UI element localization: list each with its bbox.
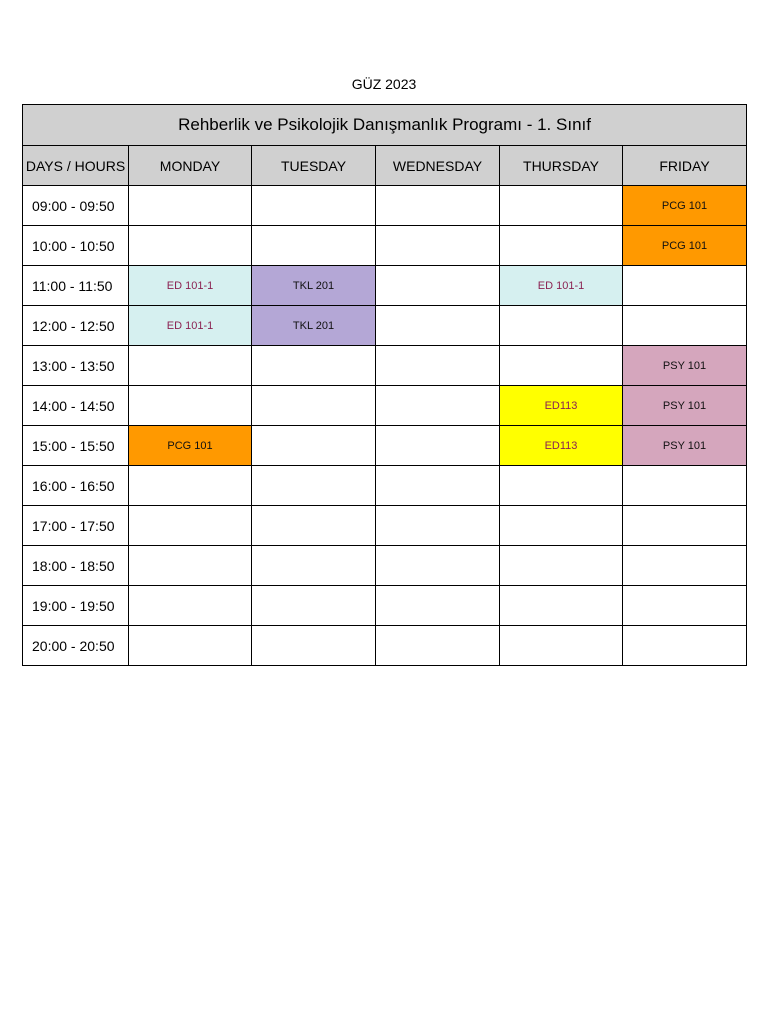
empty-slot-thursday bbox=[500, 306, 623, 346]
title-row bbox=[23, 105, 747, 146]
empty-slot-wednesday bbox=[376, 586, 500, 626]
days-hours-header: DAYS / HOURS bbox=[23, 146, 129, 186]
time-slot-row bbox=[23, 626, 747, 666]
time-label: 09:00 - 09:50 bbox=[23, 186, 129, 226]
day-header-tuesday: TUESDAY bbox=[252, 146, 376, 186]
semester-label: GÜZ 2023 bbox=[351, 76, 417, 92]
time-slot-row bbox=[23, 386, 747, 426]
time-label: 12:00 - 12:50 bbox=[23, 306, 129, 346]
empty-slot-monday bbox=[129, 546, 252, 586]
empty-slot-monday bbox=[129, 346, 252, 386]
empty-slot-tuesday bbox=[252, 626, 376, 666]
empty-slot-wednesday bbox=[376, 186, 500, 226]
empty-slot-friday bbox=[623, 466, 747, 506]
empty-slot-monday bbox=[129, 466, 252, 506]
time-label: 13:00 - 13:50 bbox=[23, 346, 129, 386]
empty-slot-wednesday bbox=[376, 506, 500, 546]
course-cell-thursday: ED113 bbox=[500, 426, 623, 466]
schedule-table bbox=[22, 104, 747, 666]
course-cell-tuesday: TKL 201 bbox=[252, 306, 376, 346]
course-cell-friday: PCG 101 bbox=[623, 226, 747, 266]
header-row bbox=[23, 146, 747, 186]
time-label: 10:00 - 10:50 bbox=[23, 226, 129, 266]
empty-slot-friday bbox=[623, 506, 747, 546]
time-slot-row bbox=[23, 346, 747, 386]
empty-slot-friday bbox=[623, 586, 747, 626]
day-header-thursday: THURSDAY bbox=[500, 146, 623, 186]
empty-slot-monday bbox=[129, 626, 252, 666]
course-cell-monday: ED 101-1 bbox=[129, 266, 252, 306]
time-label: 19:00 - 19:50 bbox=[23, 586, 129, 626]
time-slot-row bbox=[23, 506, 747, 546]
empty-slot-tuesday bbox=[252, 546, 376, 586]
empty-slot-wednesday bbox=[376, 346, 500, 386]
course-cell-monday: PCG 101 bbox=[129, 426, 252, 466]
time-label: 11:00 - 11:50 bbox=[23, 266, 129, 306]
schedule-body bbox=[23, 186, 747, 666]
course-cell-monday: ED 101-1 bbox=[129, 306, 252, 346]
empty-slot-wednesday bbox=[376, 466, 500, 506]
empty-slot-thursday bbox=[500, 586, 623, 626]
empty-slot-tuesday bbox=[252, 586, 376, 626]
course-cell-friday: PCG 101 bbox=[623, 186, 747, 226]
empty-slot-wednesday bbox=[376, 546, 500, 586]
empty-slot-thursday bbox=[500, 546, 623, 586]
time-label: 16:00 - 16:50 bbox=[23, 466, 129, 506]
empty-slot-thursday bbox=[500, 186, 623, 226]
empty-slot-wednesday bbox=[376, 306, 500, 346]
empty-slot-wednesday bbox=[376, 626, 500, 666]
time-slot-row bbox=[23, 226, 747, 266]
time-label: 20:00 - 20:50 bbox=[23, 626, 129, 666]
empty-slot-friday bbox=[623, 266, 747, 306]
course-cell-tuesday: TKL 201 bbox=[252, 266, 376, 306]
empty-slot-monday bbox=[129, 226, 252, 266]
time-slot-row bbox=[23, 306, 747, 346]
day-header-friday: FRIDAY bbox=[623, 146, 747, 186]
day-header-monday: MONDAY bbox=[129, 146, 252, 186]
time-label: 18:00 - 18:50 bbox=[23, 546, 129, 586]
empty-slot-tuesday bbox=[252, 426, 376, 466]
empty-slot-monday bbox=[129, 586, 252, 626]
empty-slot-wednesday bbox=[376, 426, 500, 466]
empty-slot-wednesday bbox=[376, 226, 500, 266]
empty-slot-thursday bbox=[500, 626, 623, 666]
course-cell-thursday: ED 101-1 bbox=[500, 266, 623, 306]
empty-slot-tuesday bbox=[252, 386, 376, 426]
empty-slot-thursday bbox=[500, 466, 623, 506]
empty-slot-wednesday bbox=[376, 386, 500, 426]
time-slot-row bbox=[23, 466, 747, 506]
empty-slot-thursday bbox=[500, 506, 623, 546]
time-slot-row bbox=[23, 186, 747, 226]
time-label: 17:00 - 17:50 bbox=[23, 506, 129, 546]
program-title: Rehberlik ve Psikolojik Danışmanlık Programı - 1. Sınıf bbox=[23, 105, 747, 146]
time-slot-row bbox=[23, 266, 747, 306]
time-label: 14:00 - 14:50 bbox=[23, 386, 129, 426]
empty-slot-thursday bbox=[500, 346, 623, 386]
empty-slot-tuesday bbox=[252, 186, 376, 226]
empty-slot-monday bbox=[129, 186, 252, 226]
empty-slot-friday bbox=[623, 546, 747, 586]
course-cell-friday: PSY 101 bbox=[623, 386, 747, 426]
empty-slot-monday bbox=[129, 506, 252, 546]
empty-slot-friday bbox=[623, 626, 747, 666]
empty-slot-monday bbox=[129, 386, 252, 426]
empty-slot-tuesday bbox=[252, 226, 376, 266]
time-slot-row bbox=[23, 426, 747, 466]
empty-slot-tuesday bbox=[252, 346, 376, 386]
time-slot-row bbox=[23, 586, 747, 626]
empty-slot-wednesday bbox=[376, 266, 500, 306]
empty-slot-tuesday bbox=[252, 466, 376, 506]
time-slot-row bbox=[23, 546, 747, 586]
course-cell-thursday: ED113 bbox=[500, 386, 623, 426]
time-label: 15:00 - 15:50 bbox=[23, 426, 129, 466]
empty-slot-tuesday bbox=[252, 506, 376, 546]
course-cell-friday: PSY 101 bbox=[623, 346, 747, 386]
day-header-wednesday: WEDNESDAY bbox=[376, 146, 500, 186]
course-cell-friday: PSY 101 bbox=[623, 426, 747, 466]
empty-slot-friday bbox=[623, 306, 747, 346]
empty-slot-thursday bbox=[500, 226, 623, 266]
